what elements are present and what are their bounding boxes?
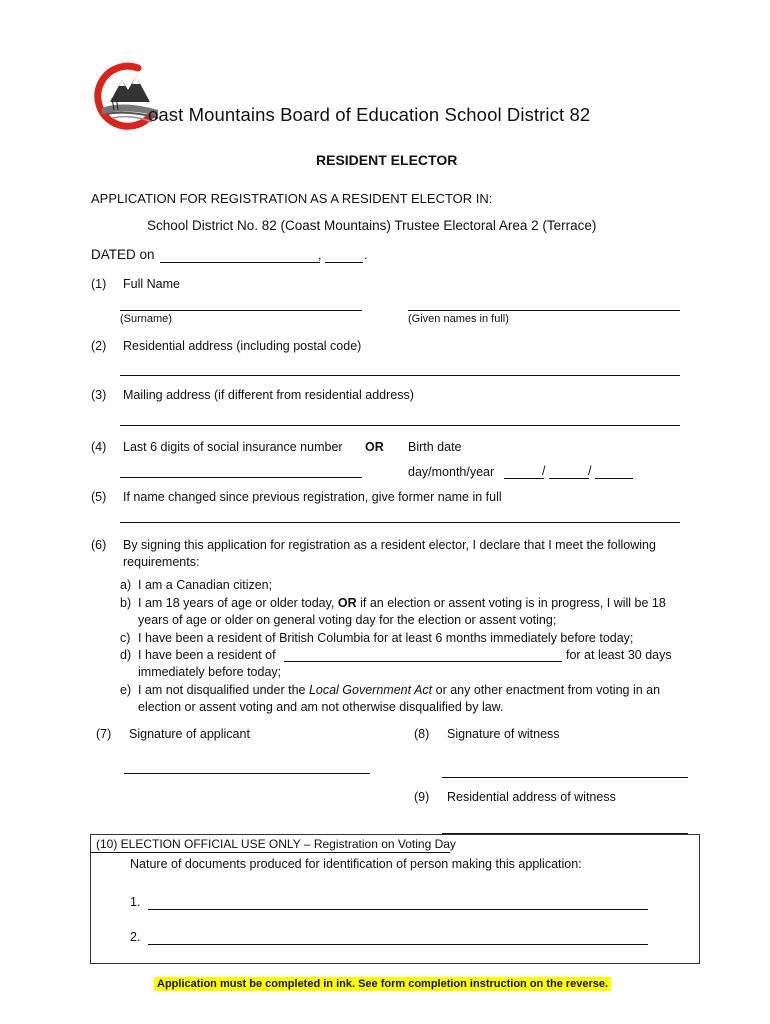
requirement-d-post: for at least 30 days	[566, 648, 672, 662]
requirement-b-pre: I am 18 years of age or older today,	[138, 596, 338, 610]
declaration-line-2: requirements:	[123, 555, 200, 569]
requirement-d-place-line[interactable]	[284, 661, 562, 662]
document-2-line[interactable]	[148, 944, 648, 945]
requirement-a-label: a)	[120, 578, 132, 592]
former-name-line[interactable]	[120, 522, 680, 523]
dated-date-line[interactable]	[160, 262, 320, 263]
witness-signature-line[interactable]	[442, 777, 688, 778]
requirement-e-act: Local Government Act	[308, 683, 433, 697]
requirement-b	[120, 595, 680, 629]
requirement-c	[120, 630, 680, 647]
requirement-a-text: I am a Canadian citizen;	[138, 578, 273, 592]
residential-address-label: Residential address (including postal code)	[123, 339, 362, 353]
documents-nature-label: Nature of documents produced for identification of person making this application:	[130, 857, 582, 871]
dated-year-line[interactable]	[325, 262, 363, 263]
birth-month-line[interactable]	[549, 478, 589, 479]
form-title: RESIDENT ELECTOR	[316, 152, 458, 168]
dated-sep: ,	[318, 248, 322, 262]
birth-slash-2: /	[588, 464, 592, 478]
requirement-c-label: c)	[120, 631, 131, 645]
requirement-c-text: I have been a resident of British Columbia for at least 6 months immediately before today;	[138, 631, 634, 645]
document-2-number: 2.	[130, 930, 141, 944]
surname-line[interactable]	[120, 310, 362, 311]
item-number-9: (9)	[414, 790, 430, 804]
dated-end: .	[364, 248, 368, 262]
item-number-6: (6)	[91, 538, 107, 552]
requirement-b-line-1	[138, 595, 666, 612]
dmy-label: day/month/year	[408, 465, 495, 479]
requirement-e-label: e)	[120, 683, 132, 697]
surname-caption: (Surname)	[120, 313, 172, 325]
org-name: oast Mountains Board of Education School District 82	[148, 104, 591, 125]
requirement-b-label: b)	[120, 596, 132, 610]
requirement-e	[120, 682, 690, 716]
requirement-a	[120, 577, 680, 594]
requirement-e-line-2: election or assent voting and am not otherwise disqualified by law.	[138, 700, 504, 714]
requirement-d	[120, 647, 680, 681]
former-name-label: If name changed since previous registration, give former name in full	[123, 490, 502, 504]
declaration-line-1: By signing this application for registration as a resident elector, I declare that I meet the following	[123, 538, 656, 552]
item-number-4: (4)	[91, 440, 107, 454]
district-line: School District No. 82 (Coast Mountains) Trustee Electoral Area 2 (Terrace)	[147, 218, 597, 233]
official-box-title-rule	[90, 852, 450, 853]
full-name-label: Full Name	[123, 277, 180, 291]
item-number-5: (5)	[91, 490, 107, 504]
mailing-address-line[interactable]	[120, 425, 680, 426]
given-names-caption: (Given names in full)	[408, 313, 509, 325]
document-1-number: 1.	[130, 895, 141, 909]
requirement-e-line-1	[138, 682, 660, 699]
witness-signature-label: Signature of witness	[447, 727, 560, 741]
item-number-7: (7)	[96, 727, 112, 741]
requirement-b-or: OR	[337, 596, 357, 610]
given-names-line[interactable]	[408, 310, 680, 311]
item-number-3: (3)	[91, 388, 107, 402]
birth-slash-1: /	[542, 464, 546, 478]
item-number-2: (2)	[91, 339, 107, 353]
official-box-title: (10) ELECTION OFFICIAL USE ONLY – Registration on Voting Day	[96, 837, 456, 851]
mailing-address-label: Mailing address (if different from residential address)	[123, 388, 414, 402]
requirement-e-post: or any other enactment from voting in an	[432, 683, 661, 697]
birth-year-line[interactable]	[595, 478, 633, 479]
residential-address-line[interactable]	[120, 375, 680, 376]
birth-day-line[interactable]	[504, 478, 544, 479]
witness-address-label: Residential address of witness	[447, 790, 616, 804]
applicant-signature-label: Signature of applicant	[129, 727, 250, 741]
sin-line[interactable]	[120, 477, 362, 478]
requirement-d-line-2: immediately before today;	[138, 665, 282, 679]
birth-date-label: Birth date	[408, 440, 462, 454]
application-line: APPLICATION FOR REGISTRATION AS A RESIDENT ELECTOR IN:	[91, 191, 493, 206]
requirement-d-text: I have been a resident of	[138, 648, 276, 662]
or-label: OR	[365, 440, 384, 454]
item-number-8: (8)	[414, 727, 430, 741]
item-number-1: (1)	[91, 277, 107, 291]
document-1-line[interactable]	[148, 909, 648, 910]
dated-label: DATED on	[91, 247, 155, 262]
footer-instruction: Application must be completed in ink. See form completion instruction on the reverse.	[154, 977, 611, 991]
requirement-e-pre: I am not disqualified under the	[138, 683, 309, 697]
sin-label: Last 6 digits of social insurance number	[123, 440, 343, 454]
requirement-b-post: if an election or assent voting is in progress, I will be 18	[356, 596, 666, 610]
requirement-b-line-2: years of age or older on general voting day for the election or assent voting;	[138, 613, 557, 627]
applicant-signature-line[interactable]	[124, 773, 370, 774]
requirement-d-label: d)	[120, 648, 132, 662]
